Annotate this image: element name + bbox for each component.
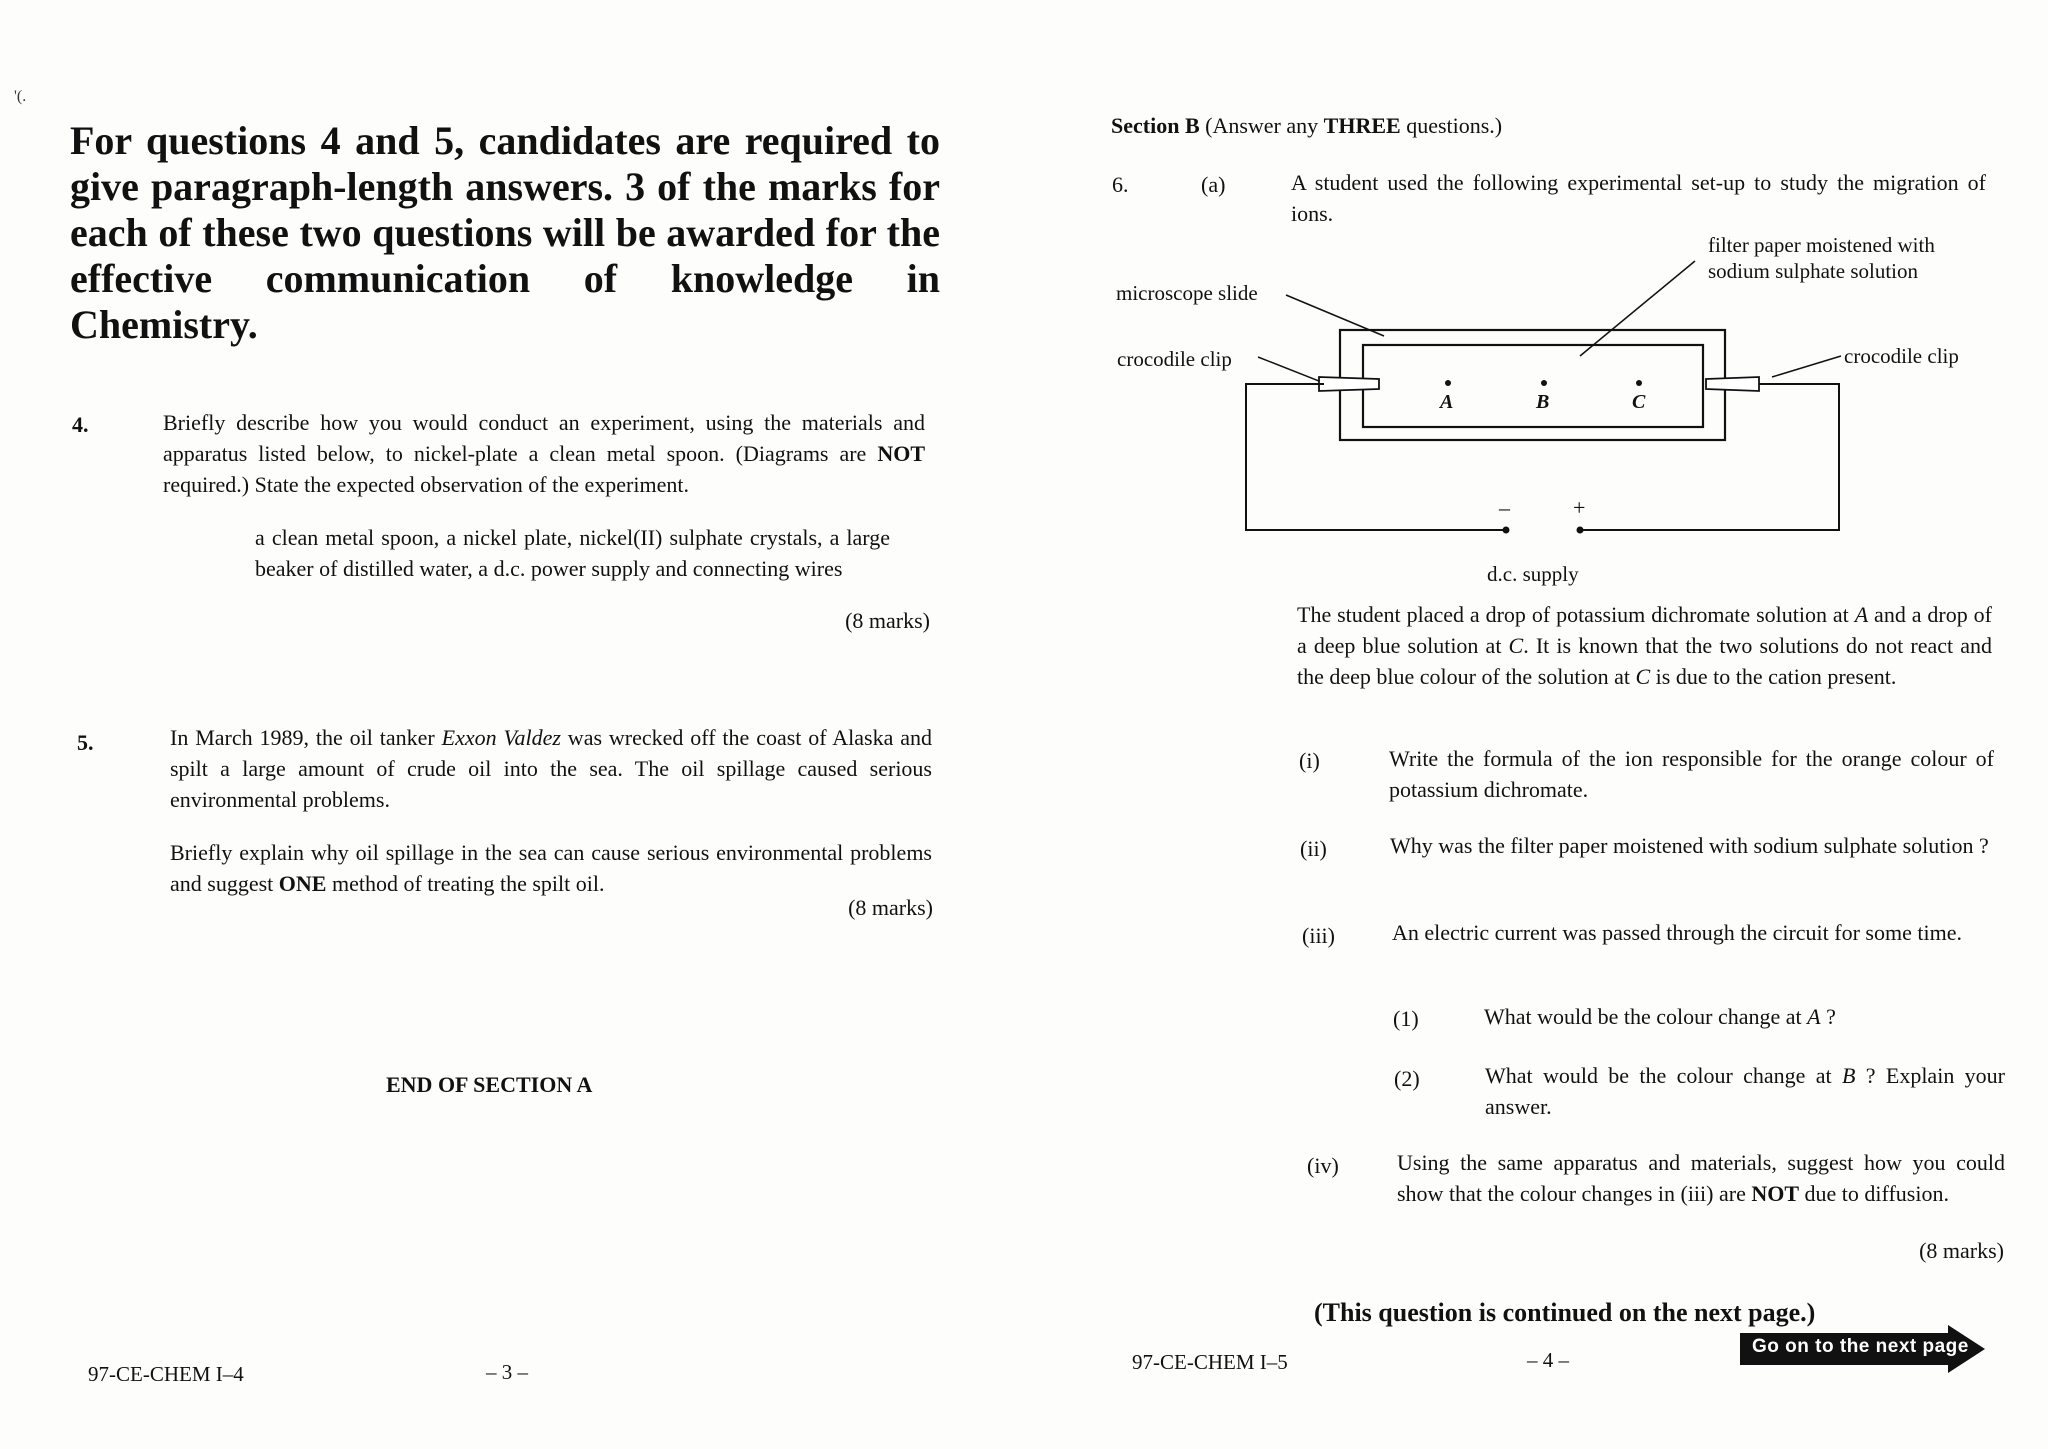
label-plus: + — [1573, 495, 1586, 520]
filter-paper-shape — [1363, 345, 1703, 427]
label-point-a: A — [1440, 391, 1454, 413]
question-6-intro: A student used the following experimental set-up to study the migration of ions. — [1291, 170, 1986, 226]
question-5-paragraph-1: In March 1989, the oil tanker Exxon Valdez was wrecked off the coast of Alaska and spilt a large amount of crude oil into the sea. The oil spillage caused serious environmental problems. — [170, 725, 933, 812]
microscope-slide-shape — [1340, 330, 1725, 440]
part-iv-text: Using the same apparatus and materials, suggest how you could show that the colour changes in (iii) are NOT due to diffusion. — [1397, 1150, 2005, 1206]
part-i-text: Write the formula of the ion responsible for the orange colour of potassium dichromate. — [1389, 746, 1994, 802]
label-dc-supply: d.c. supply — [1487, 562, 1579, 586]
page-number: – 4 – — [1527, 1348, 1569, 1372]
question-4-materials: a clean metal spoon, a nickel plate, nickel(II) sulphate crystals, a large beaker of distilled water, a d.c. power supply and connecting wires — [255, 525, 890, 581]
continued-note: (This question is continued on the next page.) — [1314, 1298, 1816, 1327]
question-5-paragraph-2: Briefly explain why oil spillage in the sea can cause serious environmental problems and suggest ONE method of treating the spilt oil. — [170, 840, 932, 896]
point-a-dot — [1445, 380, 1451, 386]
end-of-section-a: END OF SECTION A — [386, 1072, 593, 1097]
question-5-marks: (8 marks) — [848, 895, 933, 920]
part-iii-number: (iii) — [1302, 923, 1335, 948]
question-4-text: Briefly describe how you would conduct an experiment, using the materials and apparatus listed below, to nickel-plate a clean metal spoon. (Diagrams are NOT required.) State the expected observation of the experiment. — [163, 410, 925, 497]
left-crocodile-clip — [1319, 377, 1379, 391]
migration-diagram — [1024, 225, 2048, 590]
part-iv-number: (iv) — [1307, 1153, 1339, 1178]
label-point-b: B — [1536, 391, 1550, 413]
question-4-marks: (8 marks) — [845, 608, 930, 633]
footer-code: 97-CE-CHEM I–5 — [1132, 1350, 1288, 1374]
section-b-title: Section B (Answer any THREE questions.) — [1111, 113, 1503, 138]
point-b-dot — [1541, 380, 1547, 386]
filter-leader-line — [1580, 261, 1695, 356]
label-filter-paper-line2: sodium sulphate solution — [1708, 259, 1918, 283]
part-ii-text: Why was the filter paper moistened with sodium sulphate solution ? — [1390, 833, 1989, 858]
negative-wire — [1246, 384, 1504, 530]
part-iii-1-text: What would be the colour change at A ? — [1484, 1004, 1836, 1029]
corner-scan-mark: '(. — [14, 88, 27, 105]
question-6-marks: (8 marks) — [1919, 1238, 2004, 1263]
label-minus: – — [1499, 495, 1510, 520]
page-number: – 3 – — [486, 1360, 528, 1384]
question-5-number: 5. — [77, 730, 94, 755]
negative-terminal — [1503, 527, 1510, 534]
right-page — [1024, 0, 2048, 1449]
label-point-c: C — [1632, 391, 1646, 413]
label-crocodile-clip-left: crocodile clip — [1117, 347, 1232, 371]
question-6-part-a: (a) — [1201, 172, 1226, 197]
label-microscope-slide: microscope slide — [1116, 281, 1258, 305]
part-ii-number: (ii) — [1300, 836, 1327, 861]
part-iii-2-text: What would be the colour change at B ? Explain your answer. — [1485, 1063, 2005, 1119]
label-crocodile-clip-right: crocodile clip — [1844, 344, 1959, 368]
footer-code: 97-CE-CHEM I–4 — [88, 1362, 244, 1386]
positive-wire — [1580, 384, 1839, 530]
part-iii-text: An electric current was passed through the circuit for some time. — [1392, 920, 1962, 945]
question-4-number: 4. — [72, 412, 89, 437]
left-clip-leader-line — [1258, 357, 1324, 383]
right-clip-leader-line — [1772, 356, 1841, 377]
go-on-next-page-badge — [1740, 1325, 1985, 1373]
right-crocodile-clip — [1706, 377, 1759, 391]
point-c-dot — [1636, 380, 1642, 386]
go-on-next-page-text: Go on to the next page — [1752, 1336, 1969, 1357]
part-iii-2-number: (2) — [1394, 1066, 1420, 1091]
label-filter-paper-line1: filter paper moistened with — [1708, 233, 1935, 257]
question-6-number: 6. — [1112, 172, 1129, 197]
slide-leader-line — [1286, 295, 1384, 336]
part-iii-1-number: (1) — [1393, 1006, 1419, 1031]
instructions-heading: For questions 4 and 5, candidates are required to give paragraph-length answers. 3 of the marks for each of these two questions will be awarded for the effective communication of knowledge in Chemistry. — [70, 118, 940, 347]
positive-terminal — [1577, 527, 1584, 534]
part-i-number: (i) — [1299, 748, 1320, 773]
question-6-context: The student placed a drop of potassium dichromate solution at A and a drop of a deep blue solution at C. It is known that the two solutions do not react and the deep blue colour of the solution at C is due to the cation present. — [1297, 602, 1992, 689]
